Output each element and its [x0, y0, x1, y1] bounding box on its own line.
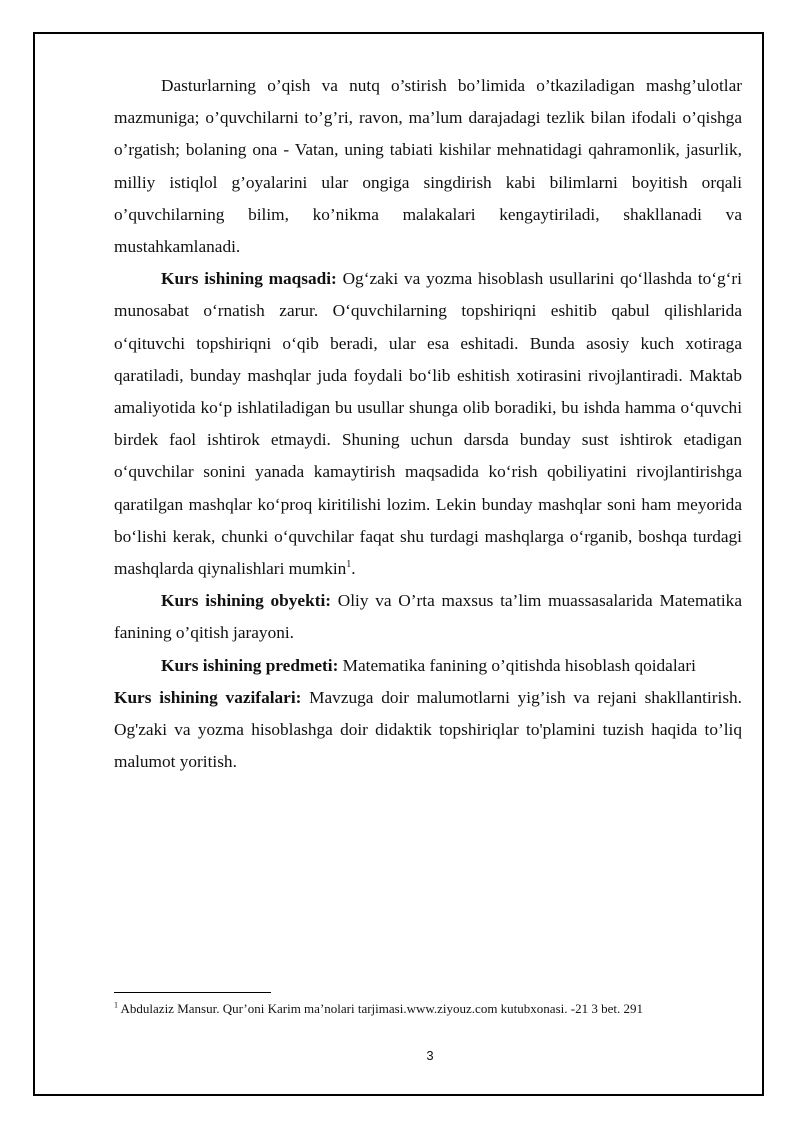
object-label: Kurs ishining obyekti: [161, 591, 332, 611]
tasks-text: Mavzuga doir malumotlarni yig’ish va rejani shakllantirish. Og'zaki va yozma hisoblashga doir didaktik topshiriqlar to'plamini tuzish haqida to’liq malumot yoritish. [114, 687, 743, 772]
footnote-text: Abdulaziz Mansur. Qur’oni Karim ma’nolari tarjimasi.www.ziyouz.com kutubxonasi. -21 3 bet. 291 [118, 1001, 643, 1016]
paragraph-object [114, 585, 742, 649]
document-body [114, 70, 742, 778]
goal-label: Kurs ishining maqsadi: [161, 269, 337, 289]
subject-label: Kurs ishining predmeti: [161, 655, 339, 675]
goal-end: . [351, 559, 356, 579]
footnote-number: 1 [114, 1000, 118, 1010]
footnote [114, 1000, 754, 1018]
page-number: 3 [426, 1048, 434, 1063]
object-text: Oliy va O’rta maxsus ta’lim muassasalarida Matematika fanining o’qitish jarayoni. [114, 591, 742, 643]
footnote-divider [114, 992, 271, 993]
paragraph-subject [114, 650, 742, 682]
footnote-ref[interactable]: 1 [346, 559, 352, 571]
tasks-label: Kurs ishining vazifalari: [114, 687, 302, 707]
paragraph-goal [114, 263, 742, 585]
paragraph-tasks [114, 682, 742, 779]
paragraph-intro: Dasturlarning o’qish va nutq o’stirish bo’limida o’tkaziladigan mashg’ulotlar mazmuniga; o’quvchilarni to’g’ri, ravon, ma’lum darajadagi tezlik bilan ifodali o’qishga o’rgatish; bolaning ona - Vatan, uning tabiati kishilar mehnatidagi qahramonlik, jasurlik, milliy istiqlol g’oyalarini ular ongiga singdirish kabi bilimlarni boyitish orqali o’quvchilarning bilim, ko’nikma malakalari kengaytiriladi, shakllanadi va mustahkamlanadi. [114, 76, 742, 257]
goal-text: Og‘zaki va yozma hisoblash usullarini qo‘llashda to‘g‘ri munosabat o‘rnatish zarur. O‘quvchilarning topshiriqni eshitib qabul qilishlarida o‘qituvchi topshiriqni o‘qib beradi, ular esa eshitadi. Bunda asosiy kuch xotiraga qaratiladi, bunday mashqlar juda foydali bo‘lib eshitish xotirasini rivojlantiradi. Maktab amaliyotida ko‘p ishlatiladigan bu usullar shunga olib boradiki, bu ishda hamma o‘quvchi birdek faol ishtirok etmaydi. Shuning uchun darsda bunday sust ishtirok etadigan o‘quvchilar sonini yanada kamaytirish maqsadida ko‘rish qobiliyatini rivojlantirishga qaratilgan mashqlar ko‘proq kiritilishi lozim. Lekin bunday mashqlar soni ham meyorida bo‘lishi kerak, chunki o‘quvchilar faqat shu turdagi mashqlarga o‘rganib, boshqa turdagi mashqlarda qiynalishlari mumkin [114, 269, 742, 579]
subject-text: Matematika fanining o’qitishda hisoblash qoidalari [338, 655, 696, 675]
